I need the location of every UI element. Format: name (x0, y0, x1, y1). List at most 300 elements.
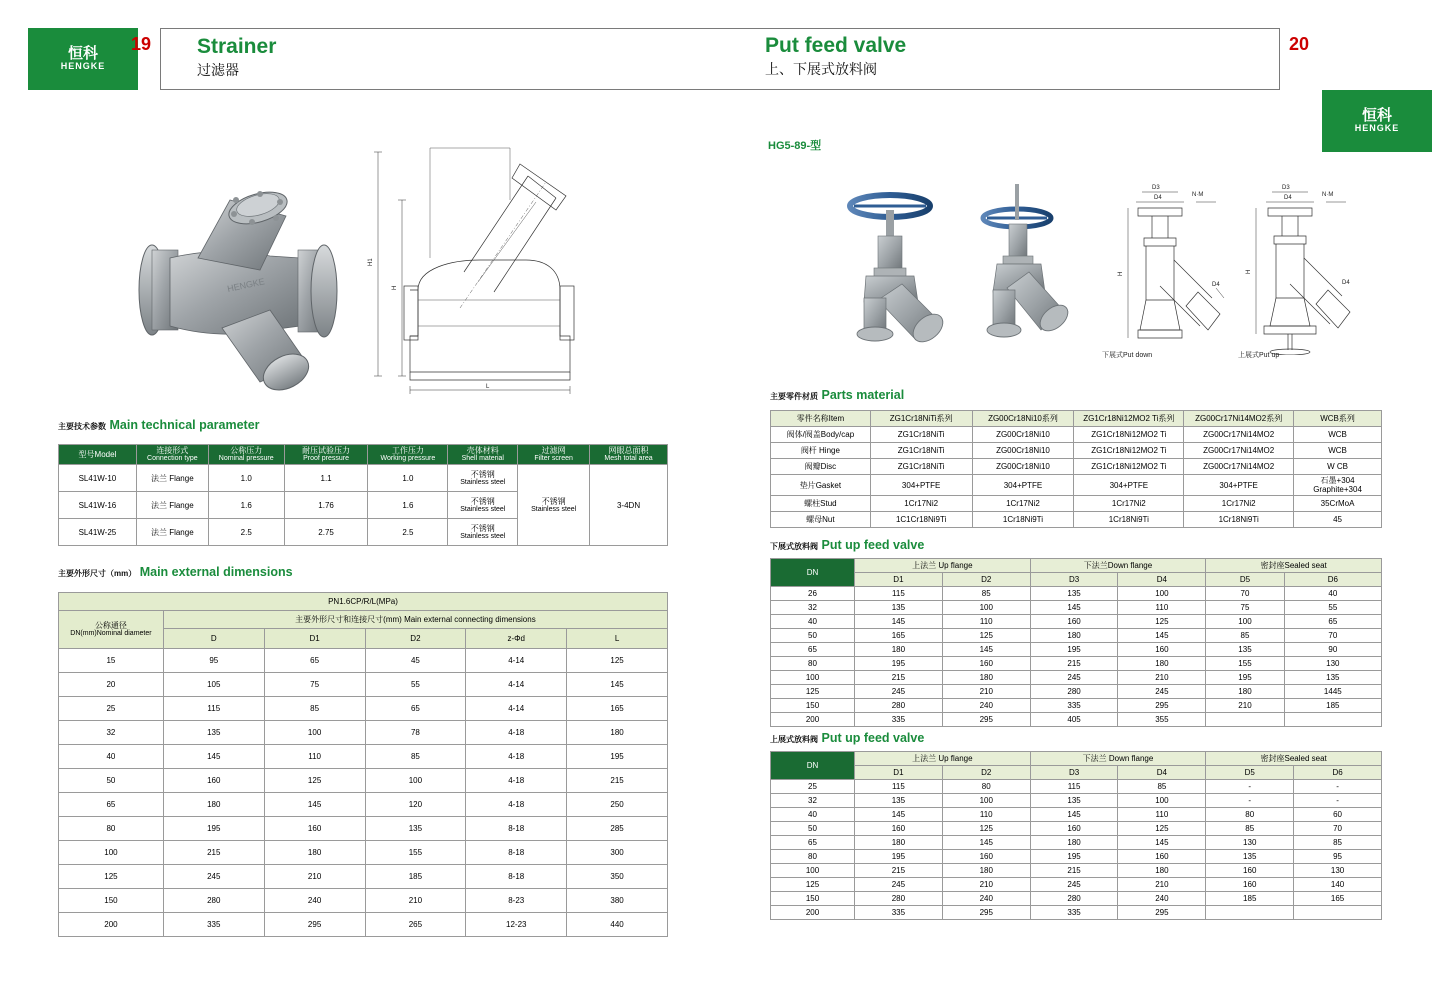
cell-mat: 1C1Cr18Ni9Ti (870, 512, 972, 528)
cell-d3: 160 (1030, 822, 1118, 836)
cell-d2: 100 (942, 794, 1030, 808)
th-series-2: ZG00Cr18Ni10系列 (972, 411, 1074, 427)
cell-l: 195 (567, 745, 668, 769)
cell-dn: 25 (771, 780, 855, 794)
svg-text:H: H (1118, 271, 1124, 276)
cell-nom: 2.5 (208, 519, 284, 546)
cell-dn: 26 (771, 587, 855, 601)
right-title-group (765, 33, 906, 79)
cell-nom: 1.0 (208, 465, 284, 492)
cell-d3: 245 (1030, 671, 1118, 685)
cell-d3: 195 (1030, 850, 1118, 864)
table-row (771, 906, 1382, 920)
cell-mat: ZG1Cr18Ni12MO2 Ti (1074, 443, 1184, 459)
cell-d2: 110 (942, 615, 1030, 629)
th-d6: D6 (1284, 573, 1381, 587)
cell-d3: 145 (1030, 601, 1118, 615)
left-title-en: Strainer (197, 35, 277, 58)
table-row (771, 587, 1382, 601)
cell-mat: 1Cr17Ni2 (1074, 496, 1184, 512)
cell-l: 380 (567, 889, 668, 913)
down-valve-table (770, 558, 1382, 727)
table-row (59, 745, 668, 769)
cell-d1: 180 (855, 836, 943, 850)
cell-d2: 55 (365, 673, 466, 697)
cell-d2: 45 (365, 649, 466, 673)
cell-mat: W CB (1294, 459, 1382, 475)
cell-d5: 75 (1206, 601, 1284, 615)
cell-d1: 165 (855, 629, 943, 643)
cell-d6: 55 (1284, 601, 1381, 615)
cell-d5 (1206, 906, 1294, 920)
cell-d6: - (1294, 794, 1382, 808)
cell-d1: 215 (855, 864, 943, 878)
cell-d2: 265 (365, 913, 466, 937)
cell-dn: 40 (771, 808, 855, 822)
cell-d5: 70 (1206, 587, 1284, 601)
th-d6: D6 (1294, 766, 1382, 780)
cell-d1: 245 (855, 878, 943, 892)
cell-d4: 210 (1118, 878, 1206, 892)
cell-d6: 85 (1294, 836, 1382, 850)
cell-dn: 50 (771, 822, 855, 836)
cell-d3: 195 (1030, 643, 1118, 657)
cell-zd: 4-18 (466, 745, 567, 769)
cell-dn: 125 (771, 685, 855, 699)
cell-mat: 1Cr17Ni2 (870, 496, 972, 512)
cell-d5: 195 (1206, 671, 1284, 685)
table-row (771, 671, 1382, 685)
cell-d3: 160 (1030, 615, 1118, 629)
cell-mat: WCB (1294, 443, 1382, 459)
th-series-1: ZG1Cr18NiTi系列 (870, 411, 972, 427)
cell-d3: 145 (1030, 808, 1118, 822)
cell-d4: 240 (1118, 892, 1206, 906)
th-span (163, 611, 667, 629)
cell-dn: 25 (59, 697, 164, 721)
th-D2: D2 (365, 629, 466, 649)
cell-d4: 295 (1118, 699, 1206, 713)
svg-text:N·M: N·M (1192, 192, 1204, 198)
svg-text:H: H (1246, 269, 1252, 274)
cell-item: 垫片Gasket (771, 475, 871, 496)
cell-d4: 180 (1118, 864, 1206, 878)
cell-d1: 125 (264, 769, 365, 793)
cell-d2: 125 (942, 822, 1030, 836)
cell-d2: 210 (365, 889, 466, 913)
th-d4: D4 (1118, 766, 1206, 780)
cell-shell: 不锈钢 Stainless steel (448, 519, 518, 546)
svg-text:D4: D4 (1284, 195, 1292, 201)
cell-d2: 85 (365, 745, 466, 769)
th-L: L (567, 629, 668, 649)
table-header-row (59, 611, 668, 629)
left-title-cn: 过滤器 (197, 62, 239, 78)
table-row (771, 601, 1382, 615)
th-up-flange-down: 上法兰 Up flange (855, 559, 1031, 573)
cell-shell: 不锈钢 Stainless steel (448, 465, 518, 492)
table-row (771, 713, 1382, 727)
cell-dn: 100 (771, 671, 855, 685)
cell-d2: 185 (365, 865, 466, 889)
cell-item: 阀瓣Disc (771, 459, 871, 475)
th-work-cn: 工作压力 (391, 446, 424, 455)
cell-d4: 110 (1118, 601, 1206, 615)
heading-materials-en: Parts material (821, 388, 905, 402)
strainer-drawing (360, 140, 620, 395)
cell-work: 1.6 (368, 492, 448, 519)
page-number-left: 19 (131, 34, 152, 54)
th-d2: D2 (942, 573, 1030, 587)
cell-d: 335 (163, 913, 264, 937)
table-row (771, 629, 1382, 643)
cell-dn: 65 (771, 836, 855, 850)
cell-d: 180 (163, 793, 264, 817)
heading-dims-en: Main external dimensions (139, 565, 293, 579)
cell-d1: 215 (855, 671, 943, 685)
cell-d2: 78 (365, 721, 466, 745)
table-row (771, 427, 1382, 443)
cell-d3: 180 (1030, 836, 1118, 850)
th-d3: D3 (1030, 766, 1118, 780)
svg-text:D4: D4 (1212, 282, 1220, 288)
heading-down-valve-en: Put up feed valve (821, 538, 925, 552)
svg-text:H1: H1 (368, 258, 374, 266)
cell-d3: 215 (1030, 657, 1118, 671)
cell-item: 螺柱Stud (771, 496, 871, 512)
th-dn-up: DN (771, 752, 855, 780)
cell-d6: 135 (1284, 671, 1381, 685)
cell-d5: 80 (1206, 808, 1294, 822)
cell-d6 (1294, 906, 1382, 920)
th-D1: D1 (264, 629, 365, 649)
cell-d6: 95 (1294, 850, 1382, 864)
cell-dn: 65 (771, 643, 855, 657)
cell-d2: 145 (942, 836, 1030, 850)
table-row (771, 496, 1382, 512)
heading-dims-cn: 主要外形尺寸（mm） (58, 569, 137, 578)
table-row (59, 817, 668, 841)
heading-up-valve-cn: 上展式放料阀 (770, 735, 818, 744)
th-shell-en: Shell material (461, 455, 504, 463)
table-row (59, 649, 668, 673)
cell-dn: 50 (59, 769, 164, 793)
cell-work: 1.0 (368, 465, 448, 492)
svg-text:L: L (486, 384, 490, 390)
cell-d1: 110 (264, 745, 365, 769)
cell-d5: 160 (1206, 878, 1294, 892)
cell-d1: 240 (264, 889, 365, 913)
cell-d3: 180 (1030, 629, 1118, 643)
cell-zd: 4-14 (466, 673, 567, 697)
cell-d: 280 (163, 889, 264, 913)
valve-drawing-up (1230, 180, 1360, 355)
cell-d: 115 (163, 697, 264, 721)
cell-work: 2.5 (368, 519, 448, 546)
table-row (771, 822, 1382, 836)
cell-d3: 405 (1030, 713, 1118, 727)
cell-mat: 1Cr18Ni9Ti (1074, 512, 1184, 528)
cell-d1: 135 (855, 601, 943, 615)
cell-dn: 32 (59, 721, 164, 745)
cell-conn: 法兰 Flange (136, 465, 208, 492)
cell-l: 300 (567, 841, 668, 865)
th-shell-cn: 壳体材料 (466, 446, 499, 455)
cell-d1: 145 (855, 808, 943, 822)
cell-zd: 4-14 (466, 649, 567, 673)
cell-mat: 1Cr18Ni9Ti (972, 512, 1074, 528)
cell-d2: 210 (942, 685, 1030, 699)
cell-d2: 160 (942, 850, 1030, 864)
cell-d1: 135 (855, 794, 943, 808)
th-d2: D2 (942, 766, 1030, 780)
table-row (771, 657, 1382, 671)
cell-dn: 150 (771, 892, 855, 906)
cell-d6: 90 (1284, 643, 1381, 657)
dimensions-table (58, 592, 668, 937)
th-dn-en: DN(mm)Nominal diameter (70, 630, 152, 638)
cell-mat: 304+PTFE (1074, 475, 1184, 496)
cell-l: 165 (567, 697, 668, 721)
cell-d1: 160 (855, 822, 943, 836)
right-logo (1322, 90, 1432, 152)
cell-d2: 145 (942, 643, 1030, 657)
cell-d1: 280 (855, 892, 943, 906)
cell-zd: 4-14 (466, 697, 567, 721)
table-row (771, 780, 1382, 794)
cell-d1: 335 (855, 713, 943, 727)
cell-mat: 304+PTFE (870, 475, 972, 496)
heading-dims (58, 565, 293, 579)
svg-text:D4: D4 (1154, 195, 1162, 201)
cell-mat: WCB (1294, 427, 1382, 443)
cell-d5: 210 (1206, 699, 1284, 713)
cell-d2: 240 (942, 892, 1030, 906)
cell-d3: 135 (1030, 587, 1118, 601)
th-D: D (163, 629, 264, 649)
cell-d3: 215 (1030, 864, 1118, 878)
valve-photo-down (820, 180, 960, 350)
cell-dn: 40 (771, 615, 855, 629)
heading-up-valve-en: Put up feed valve (821, 731, 925, 745)
th-dn-down: DN (771, 559, 855, 587)
cell-conn: 法兰 Flange (136, 519, 208, 546)
cell-mat: 石墨+304 Graphite+304 (1294, 475, 1382, 496)
caption-put-up: 上展式Put up (1238, 352, 1280, 359)
th-item: 零件名称Item (771, 411, 871, 427)
cell-dn: 150 (59, 889, 164, 913)
table-header-row (771, 559, 1382, 573)
th-d1: D1 (855, 766, 943, 780)
table-row (771, 808, 1382, 822)
th-span-cn: 主要外形尺寸和连接尺寸(mm) (295, 614, 402, 624)
cell-d3: 245 (1030, 878, 1118, 892)
cell-d5: 185 (1206, 892, 1294, 906)
cell-dn: 125 (771, 878, 855, 892)
cell-l: 285 (567, 817, 668, 841)
cell-l: 215 (567, 769, 668, 793)
cell-d4: 85 (1118, 780, 1206, 794)
heading-materials (770, 388, 904, 402)
left-title-band (160, 28, 1280, 90)
cell-dn: 80 (59, 817, 164, 841)
cell-d5: 100 (1206, 615, 1284, 629)
cell-mat: ZG1Cr18Ni12MO2 Ti (1074, 427, 1184, 443)
table-row (59, 697, 668, 721)
cell-d1: 295 (264, 913, 365, 937)
th-dn-cn: 公称通径 (94, 620, 127, 630)
th-d3: D3 (1030, 573, 1118, 587)
svg-text:N·M: N·M (1322, 192, 1334, 198)
cell-d5 (1206, 713, 1284, 727)
cell-d4: 245 (1118, 685, 1206, 699)
th-filter-en: Filter screen (534, 455, 573, 463)
th-zd: z-Φd (466, 629, 567, 649)
cell-dn: 32 (771, 794, 855, 808)
table-row (771, 878, 1382, 892)
cell-d5: 155 (1206, 657, 1284, 671)
cell-mesh-merged: 3-4DN (590, 465, 668, 546)
cell-model: SL41W-16 (59, 492, 137, 519)
cell-d: 95 (163, 649, 264, 673)
th-series-4: ZG00Cr17Ni14MO2系列 (1184, 411, 1294, 427)
valve-drawing-down (1100, 180, 1230, 355)
cell-d2: 100 (365, 769, 466, 793)
cell-l: 440 (567, 913, 668, 937)
cell-d3: 335 (1030, 699, 1118, 713)
cell-mat: ZG1Cr18Ni12MO2 Ti (1074, 459, 1184, 475)
cell-d1: 145 (855, 615, 943, 629)
th-conn-cn: 连接形式 (156, 446, 189, 455)
right-title-en: Put feed valve (765, 34, 907, 57)
cell-d1: 145 (264, 793, 365, 817)
th-sealed-seat-down: 密封座Sealed seat (1206, 559, 1382, 573)
th-mesh-cn: 网眼总面积 (608, 446, 649, 455)
cell-d1: 75 (264, 673, 365, 697)
cell-d3: 280 (1030, 685, 1118, 699)
cell-d1: 100 (264, 721, 365, 745)
th-pn-label: PN1.6CP/R/L(MPa) (59, 593, 668, 611)
cell-dn: 200 (771, 906, 855, 920)
cell-d6: 1445 (1284, 685, 1381, 699)
cell-d5: 130 (1206, 836, 1294, 850)
table-row (771, 643, 1382, 657)
table-row (771, 443, 1382, 459)
cell-filter-merged: 不锈钢 Stainless steel (518, 465, 590, 546)
cell-zd: 4-18 (466, 769, 567, 793)
svg-text:H: H (392, 285, 398, 290)
table-row (771, 850, 1382, 864)
cell-dn: 15 (59, 649, 164, 673)
table-row (59, 913, 668, 937)
th-proof-en: Proof pressure (303, 455, 350, 463)
heading-down-valve-cn: 下展式放料阀 (770, 542, 818, 551)
cell-mat: ZG1Cr18NiTi (870, 459, 972, 475)
logo-en-text: HENGKE (60, 61, 106, 72)
heading-tech-param-cn: 主要技术参数 (58, 422, 106, 431)
cell-d4: 355 (1118, 713, 1206, 727)
cell-d2: 85 (942, 587, 1030, 601)
cell-dn: 50 (771, 629, 855, 643)
th-series-5: WCB系列 (1294, 411, 1382, 427)
cell-d: 215 (163, 841, 264, 865)
cell-d5: 85 (1206, 629, 1284, 643)
cell-d6: 130 (1284, 657, 1381, 671)
cell-mat: ZG00Cr18Ni10 (972, 443, 1074, 459)
cell-d4: 100 (1118, 587, 1206, 601)
cell-d5: - (1206, 794, 1294, 808)
cell-d3: 135 (1030, 794, 1118, 808)
table-header-row (59, 445, 668, 465)
cell-d1: 160 (264, 817, 365, 841)
cell-mat: 1Cr17Ni2 (972, 496, 1074, 512)
table-row (771, 794, 1382, 808)
cell-d4: 210 (1118, 671, 1206, 685)
cell-dn: 125 (59, 865, 164, 889)
cell-d4: 180 (1118, 657, 1206, 671)
cell-d4: 145 (1118, 629, 1206, 643)
logo-cn-text: 恒科 (67, 45, 98, 63)
heading-tech-param-en: Main technical parameter (109, 418, 260, 432)
th-sealed-seat-up: 密封座Sealed seat (1206, 752, 1382, 766)
cell-d2: 180 (942, 864, 1030, 878)
cell-d2: 80 (942, 780, 1030, 794)
cell-dn: 20 (59, 673, 164, 697)
th-mesh-en: Mesh total area (604, 455, 653, 463)
cell-dn: 32 (771, 601, 855, 615)
cell-d2: 210 (942, 878, 1030, 892)
th-span-en: Main external connecting dimensions (404, 614, 536, 624)
table-row (59, 721, 668, 745)
th-nom-cn: 公称压力 (230, 446, 263, 455)
cell-d6: 65 (1284, 615, 1381, 629)
heading-materials-cn: 主要零件材质 (770, 392, 818, 401)
svg-text:HENGKE: HENGKE (226, 276, 266, 294)
cell-mat: 304+PTFE (1184, 475, 1294, 496)
cell-d: 160 (163, 769, 264, 793)
cell-d: 105 (163, 673, 264, 697)
cell-l: 180 (567, 721, 668, 745)
table-row (771, 685, 1382, 699)
table-row (59, 889, 668, 913)
up-valve-table (770, 751, 1382, 920)
cell-dn: 65 (59, 793, 164, 817)
cell-d6: 140 (1294, 878, 1382, 892)
cell-d6: 70 (1284, 629, 1381, 643)
cell-item: 螺母Nut (771, 512, 871, 528)
cell-d1: 85 (264, 697, 365, 721)
cell-d6: 185 (1284, 699, 1381, 713)
cell-d4: 125 (1118, 822, 1206, 836)
cell-d4: 145 (1118, 836, 1206, 850)
table-header-row (771, 752, 1382, 766)
cell-mat: ZG00Cr18Ni10 (972, 459, 1074, 475)
cell-d4: 125 (1118, 615, 1206, 629)
cell-d6 (1284, 713, 1381, 727)
th-d5: D5 (1206, 573, 1284, 587)
cell-dn: 80 (771, 657, 855, 671)
cell-mat: ZG00Cr17Ni14MO2 (1184, 443, 1294, 459)
cell-proof: 1.1 (284, 465, 368, 492)
heading-tech-param (58, 418, 260, 432)
cell-d1: 195 (855, 850, 943, 864)
svg-text:D3: D3 (1152, 185, 1160, 191)
th-work-en: Working pressure (380, 455, 436, 463)
cell-mat: ZG00Cr18Ni10 (972, 427, 1074, 443)
table-header-row (59, 593, 668, 611)
th-dn (59, 611, 164, 649)
cell-d4: 110 (1118, 808, 1206, 822)
